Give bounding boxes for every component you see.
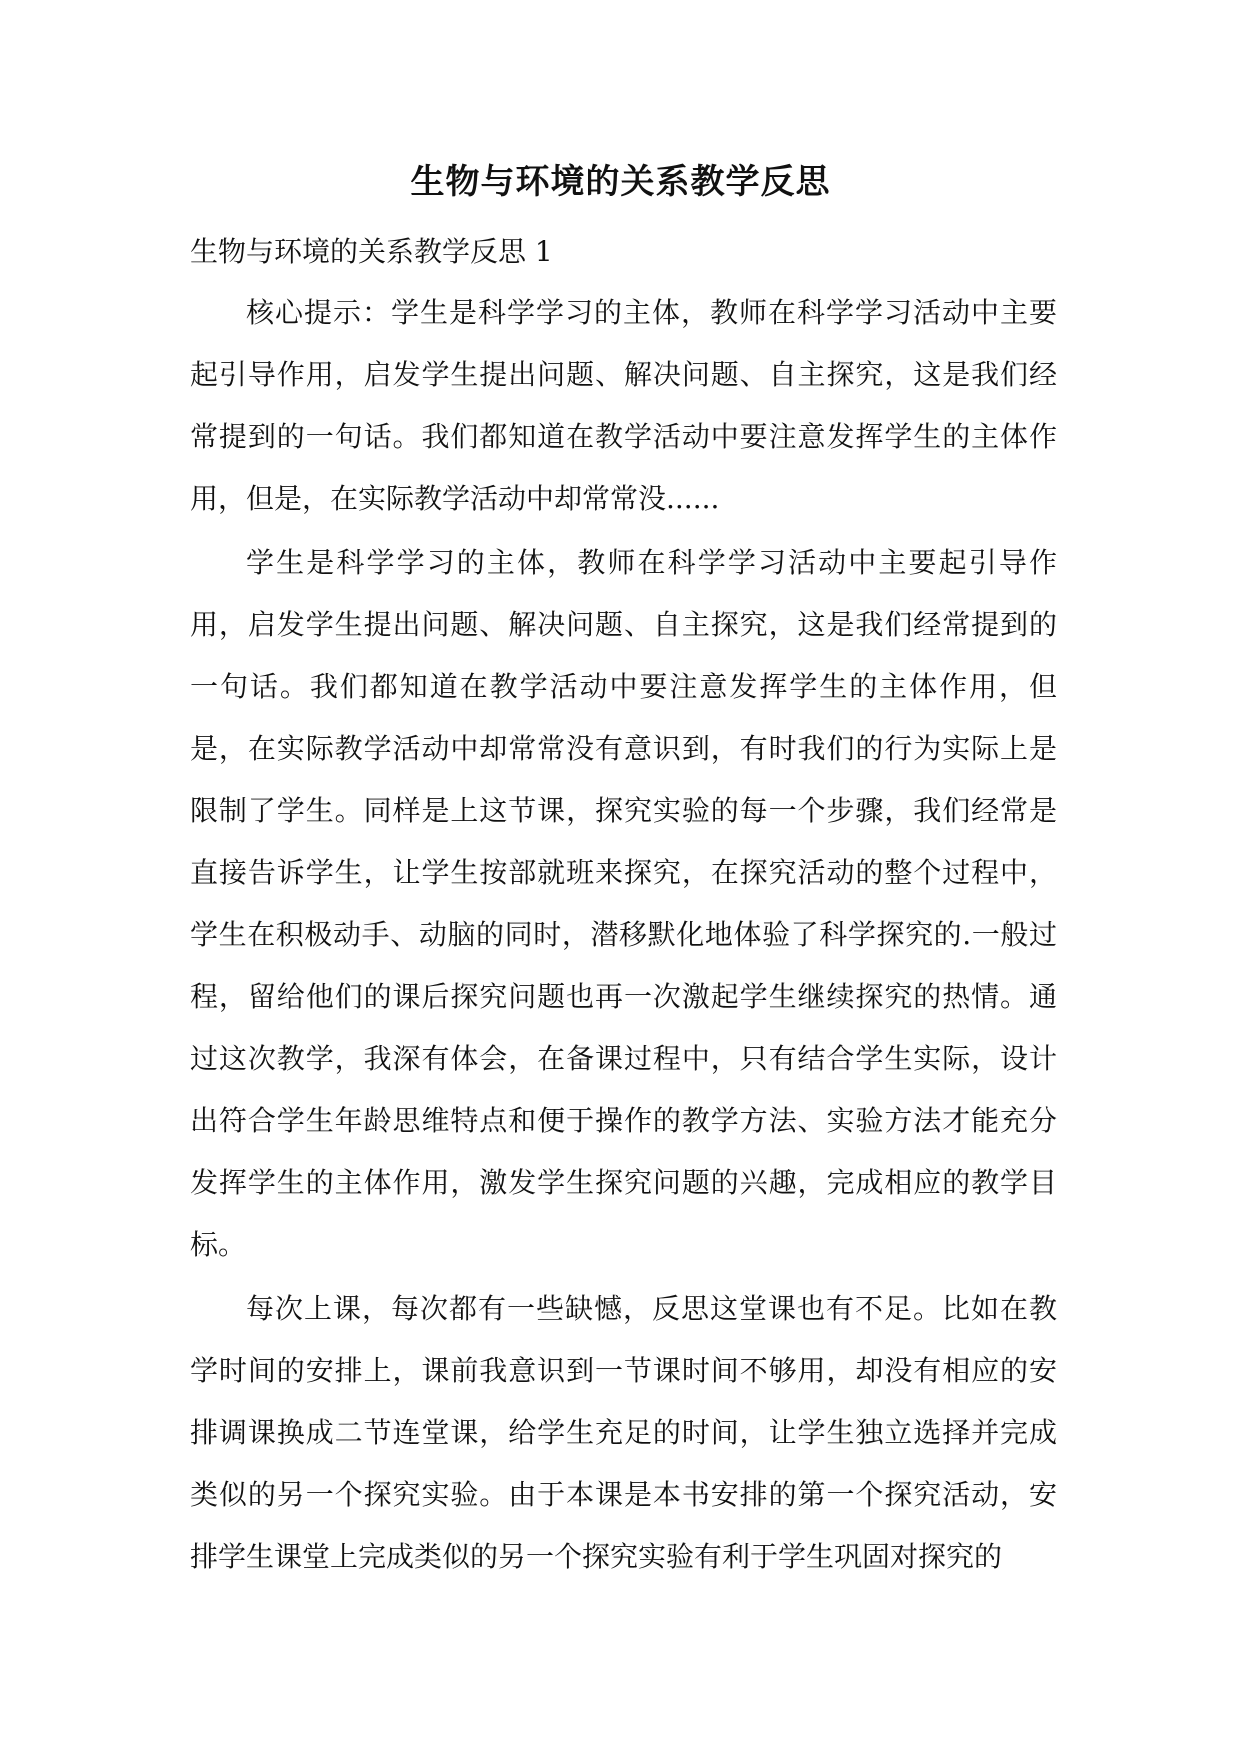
document-body xyxy=(190,222,1057,1588)
section-heading: 生物与环境的关系教学反思 1 xyxy=(190,235,553,268)
document-title: 生物与环境的关系教学反思 xyxy=(410,162,831,202)
paragraph-student-subject: 学生是科学学习的主体，教师在科学学习活动中主要起引导作用，启发学生提出问题、解决问题、自主探究，这是我们经常提到的一句话。我们都知道在教学活动中要注意发挥学生的主体作用，但是，在实际教学活动中却常常没有意识到，有时我们的行为实际上是限制了学生。同样是上这节课，探究实验的每一个步骤，我们经常是直接告诉学生，让学生按部就班来探究，在探究活动的整个过程中，学生在积极动手、动脑的同时，潜移默化地体验了科学探究的.一般过程，留给他们的课后探究问题也再一次激起学生继续探究的热情。通过这次教学，我深有体会，在备课过程中，只有结合学生实际，设计出符合学生年龄思维特点和便于操作的教学方法、实验方法才能充分发挥学生的主体作用，激发学生探究问题的兴趣，完成相应的教学目标。 xyxy=(190,546,1057,1261)
paragraph-shortcomings: 每次上课，每次都有一些缺憾，反思这堂课也有不足。比如在教学时间的安排上，课前我意识到一节课时间不够用，却没有相应的安排调课换成二节连堂课，给学生充足的时间，让学生独立选择并完成类似的另一个探究实验。由于本课是本书安排的第一个探究活动，安排学生课堂上完成类似的另一个探究实验有利于学生巩固对探究的 xyxy=(190,1292,1057,1573)
paragraph-core-tip: 核心提示：学生是科学学习的主体，教师在科学学习活动中主要起引导作用，启发学生提出问题、解决问题、自主探究，这是我们经常提到的一句话。我们都知道在教学活动中要注意发挥学生的主体作用，但是，在实际教学活动中却常常没...... xyxy=(190,296,1057,515)
